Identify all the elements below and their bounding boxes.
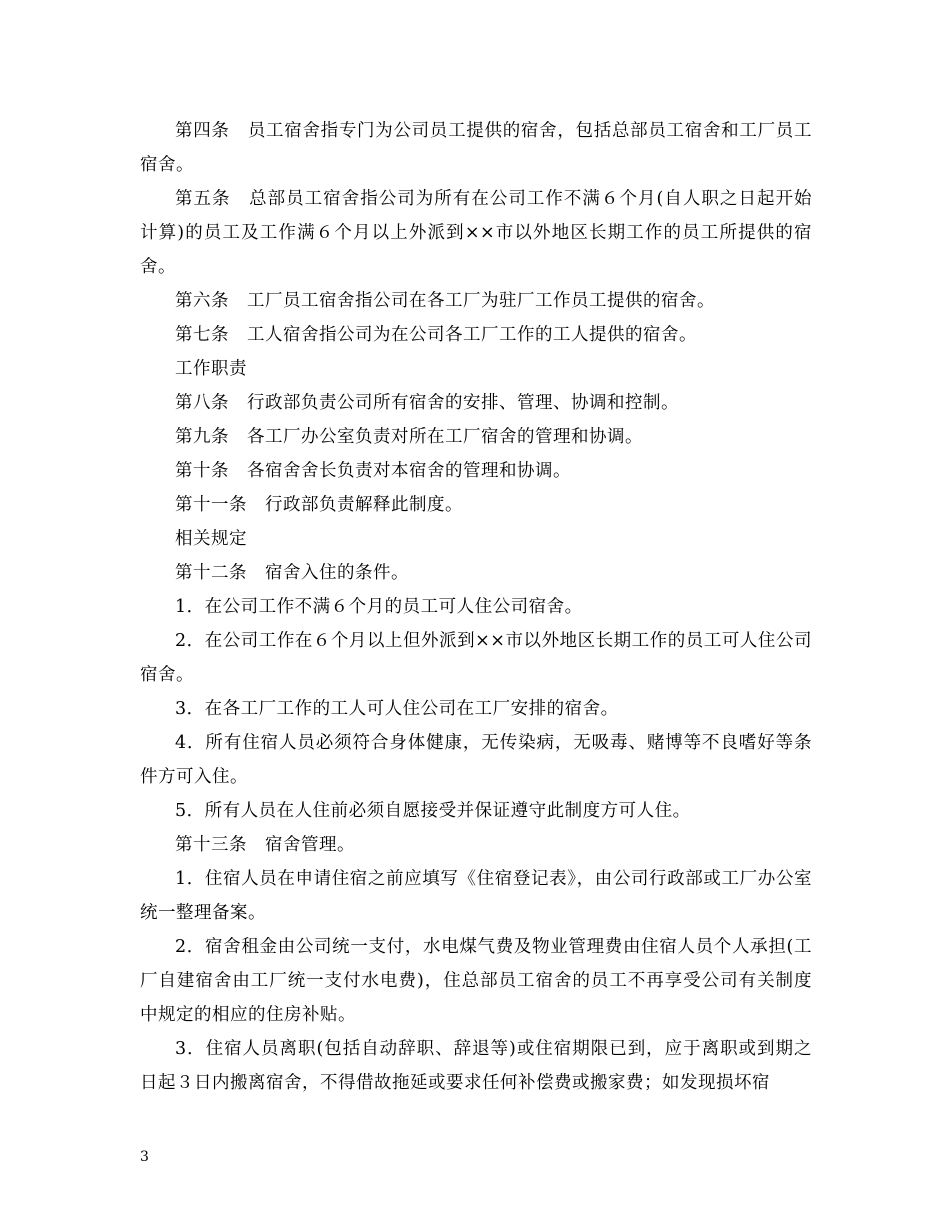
article-13-item-1: 1．住宿人员在申请住宿之前应填写《住宿登记表》，由公司行政部或工厂办公室统一整理备案。 [140, 869, 812, 923]
article-12-item-4: 4．所有住宿人员必须符合身体健康，无传染病，无吸毒、赌博等不良嗜好等条件方可入住。 [140, 733, 812, 787]
article-4-paragraph: 第四条 员工宿舍指专门为公司员工提供的宿舍，包括总部员工宿舍和工厂员工宿舍。 [140, 121, 812, 175]
article-12-item-1: 1．在公司工作不满６个月的员工可人住公司宿舍。 [175, 597, 583, 617]
article-9-paragraph: 第九条 各工厂办公室负责对所在工厂宿舍的管理和协调。 [175, 427, 643, 447]
article-13-item-2: 2．宿舍租金由公司统一支付，水电煤气费及物业管理费由住宿人员个人承担(工厂自建宿舍由工厂统一支付水电费)，住总部员工宿舍的员工不再享受公司有关制度中规定的相应的住房补贴。 [140, 937, 812, 1025]
article-10-paragraph: 第十条 各宿舍舍长负责对本宿舍的管理和协调。 [175, 461, 571, 481]
article-8-paragraph: 第八条 行政部负责公司所有宿舍的安排、管理、协调和控制。 [175, 393, 679, 413]
article-13-paragraph: 第十三条 宿舍管理。 [175, 835, 355, 855]
document-body [140, 114, 812, 1100]
article-12-paragraph: 第十二条 宿舍入住的条件。 [175, 563, 409, 583]
article-11-paragraph: 第十一条 行政部负责解释此制度。 [175, 495, 463, 515]
article-6-paragraph: 第六条 工厂员工宿舍指公司在各工厂为驻厂工作员工提供的宿舍。 [175, 291, 715, 311]
section-heading-responsibilities: 工作职责 [175, 359, 247, 379]
article-12-item-2: 2．在公司工作在６个月以上但外派到××市以外地区长期工作的员工可人住公司宿舍。 [140, 631, 812, 685]
article-7-paragraph: 第七条 工人宿舍指公司为在公司各工厂工作的工人提供的宿舍。 [175, 325, 697, 345]
page-number: 3 [140, 1149, 149, 1165]
article-12-item-5: 5．所有人员在人住前必须自愿接受并保证遵守此制度方可人住。 [175, 801, 691, 821]
article-13-item-3: 3．住宿人员离职(包括自动辞职、辞退等)或住宿期限已到，应于离职或到期之日起３日内搬离宿舍，不得借故拖延或要求任何补偿费或搬家费；如发现损坏宿 [140, 1039, 812, 1093]
section-heading-regulations: 相关规定 [175, 529, 247, 549]
article-12-item-3: 3．在各工厂工作的工人可人住公司在工厂安排的宿舍。 [175, 699, 619, 719]
article-5-paragraph: 第五条 总部员工宿舍指公司为所有在公司工作不满６个月(自人职之日起开始计算)的员工及工作满６个月以上外派到××市以外地区长期工作的员工所提供的宿舍。 [140, 189, 812, 277]
